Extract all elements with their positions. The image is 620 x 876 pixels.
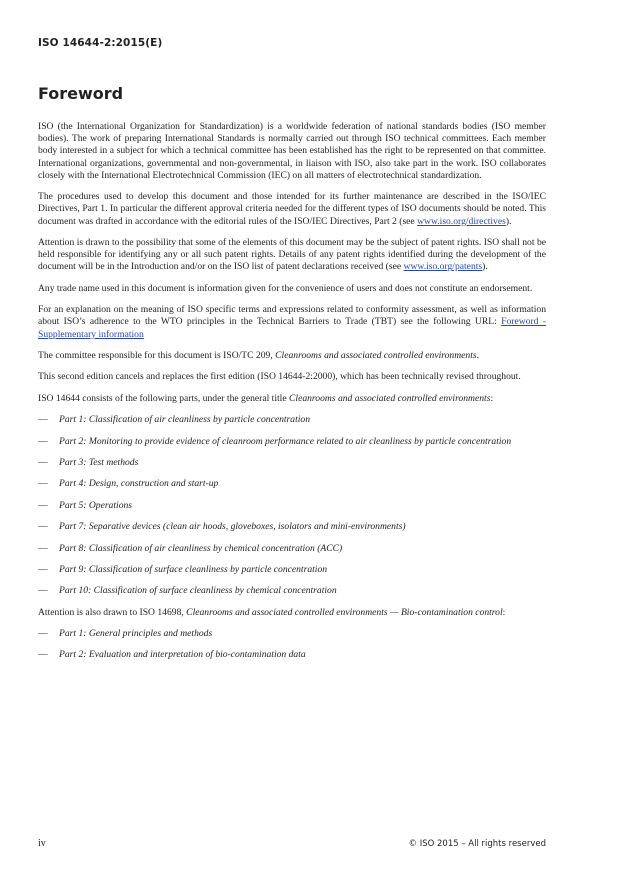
list-item: — Part 2: Monitoring to provide evidence of cleanroom performance related to air cleanliness by particle concentration <box>38 435 512 447</box>
list-item: — Part 7: Separative devices (clean air hoods, gloveboxes, isolators and mini-environments) <box>38 521 406 533</box>
list-dash: — <box>38 628 48 640</box>
page-number: iv <box>38 838 46 849</box>
paragraph-parts-intro: ISO 14644 consists of the following parts, under the general title Cleanrooms and associated controlled environments: <box>38 392 494 404</box>
list-dash: — <box>38 414 48 426</box>
list-item: — Part 2: Evaluation and interpretation of bio-contamination data <box>38 649 306 661</box>
supplementary-info-link[interactable]: Foreword - Supplementary information <box>38 316 546 340</box>
list-item: — Part 4: Design, construction and start-up <box>38 478 219 490</box>
list-item: — Part 1: Classification of air cleanliness by particle concentration <box>38 414 311 426</box>
list-item: — Part 5: Operations <box>38 499 133 511</box>
paragraph-patents: Attention is drawn to the possibility that some of the elements of this document may be the subject of patent rights. ISO shall not be held responsible for identifying any or all such patent rights. Details of any patent rights identified during the development of the document will be in the Introduction and/or on the ISO list of patent declarations received (see www.iso.org/patents). <box>38 237 546 273</box>
list-dash: — <box>38 435 48 447</box>
list-dash: — <box>38 542 48 554</box>
directives-link[interactable]: www.iso.org/directives <box>417 215 506 227</box>
list-dash: — <box>38 563 48 575</box>
list-item: — Part 10: Classification of surface cleanliness by chemical concentration <box>38 585 337 597</box>
list-dash: — <box>38 649 48 661</box>
paragraph-edition: This second edition cancels and replaces the first edition (ISO 14644-2:2000), which has been technically revised throughout. <box>38 371 521 383</box>
list-item: — Part 1: General principles and methods <box>38 628 213 640</box>
paragraph-trade-name: Any trade name used in this document is information given for the convenience of users and does not constitute an endorsement. <box>38 282 533 294</box>
paragraph-bio-contamination: Attention is also drawn to ISO 14698, Cleanrooms and associated controlled environments — Bio-contamination control: <box>38 606 506 618</box>
paragraph-conformity: For an explanation on the meaning of ISO specific terms and expressions related to conformity assessment, as well as information about ISO’s adherence to the WTO principles in the Technical Barriers to Trade (TBT) see the following URL: Foreword - Supplementary information <box>38 304 546 340</box>
list-item: — Part 3: Test methods <box>38 456 139 468</box>
parts-list <box>38 414 546 597</box>
document-id: ISO 14644-2:2015(E) <box>38 37 163 49</box>
list-dash: — <box>38 456 48 468</box>
list-dash: — <box>38 478 48 490</box>
list-item: — Part 9: Classification of surface cleanliness by particle concentration <box>38 563 328 575</box>
bio-parts-list <box>38 628 546 662</box>
foreword-body <box>38 121 546 671</box>
copyright-notice: © ISO 2015 – All rights reserved <box>408 839 546 849</box>
page-title: Foreword <box>38 84 124 103</box>
patents-link[interactable]: www.iso.org/patents <box>403 261 483 273</box>
paragraph-iso-intro: ISO (the International Organization for Standardization) is a worldwide federation of national standards bodies (ISO member bodies). The work of preparing International Standards is normally carried out through ISO technical committees. Each member body interested in a subject for which a technical committee has been established has the right to be represented on that committee. International organizations, governmental and non-governmental, in liaison with ISO, also take part in the work. ISO collaborates closely with the International Electrotechnical Commission (IEC) on all matters of electrotechnical standardization. <box>38 121 546 181</box>
paragraph-committee: The committee responsible for this document is ISO/TC 209, Cleanrooms and associated controlled environments. <box>38 349 480 361</box>
list-dash: — <box>38 521 48 533</box>
list-dash: — <box>38 499 48 511</box>
list-dash: — <box>38 585 48 597</box>
paragraph-procedures: The procedures used to develop this document and those intended for its further maintenance are described in the ISO/IEC Directives, Part 1. In particular the different approval criteria needed for the different types of ISO documents should be noted. This document was drafted in accordance with the editorial rules of the ISO/IEC Directives, Part 2 (see www.iso.org/directives). <box>38 191 546 227</box>
list-item: — Part 8: Classification of air cleanliness by chemical concentration (ACC) <box>38 542 343 554</box>
